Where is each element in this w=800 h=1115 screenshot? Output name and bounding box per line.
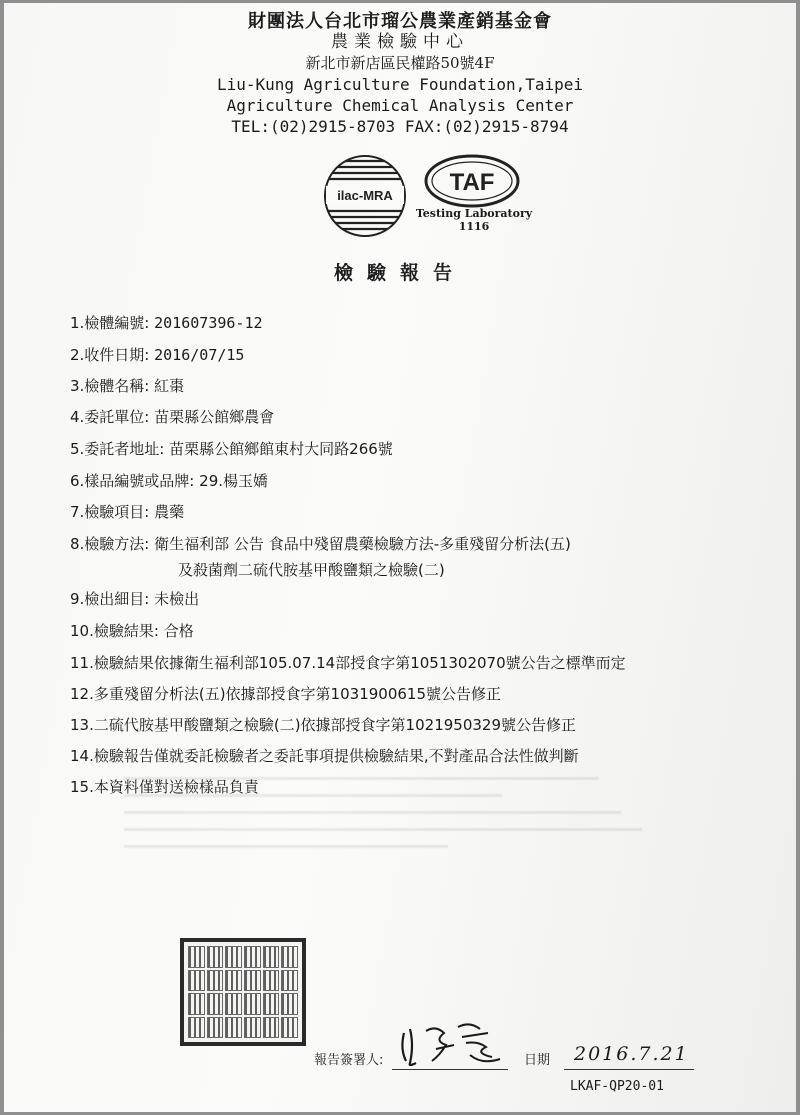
item-label: 4.委託單位: [70, 408, 150, 426]
item-detection-detail [70, 589, 199, 609]
item-sample-brand [70, 471, 268, 491]
letterhead [4, 11, 796, 137]
item-label: 7.檢驗項目: [70, 503, 150, 521]
item-receive-date [70, 345, 244, 365]
item-test-method [70, 534, 571, 554]
address-zh: 新北市新店區民權路50號4F [305, 54, 495, 72]
report-page [4, 3, 796, 1112]
center-name-en: Agriculture Chemical Analysis Center [226, 96, 574, 115]
org-name-zh: 財團法人台北市瑠公農業產銷基金會 [248, 11, 552, 32]
item-label: 1.檢體編號: [70, 314, 150, 332]
item-label: 10.檢驗結果: [70, 622, 159, 640]
taf-text: TAF [449, 169, 495, 196]
handwritten-signature [396, 1011, 516, 1071]
taf-logo [422, 153, 522, 213]
item-note-12: 12.多重殘留分析法(五)依據部授食字第1031900615號公告修正 [70, 685, 501, 703]
center-name-zh: 農業檢驗中心 [331, 32, 469, 52]
item-value: 未檢出 [154, 590, 200, 608]
item-value: 29.楊玉嬌 [199, 472, 269, 490]
taf-caption-block [404, 207, 544, 233]
item-note-15: 15.本資料僅對送檢樣品負責 [70, 778, 259, 796]
item-test-method-cont: 及殺菌劑二硫代胺基甲酸鹽類之檢驗(二) [178, 561, 445, 579]
item-value: 苗栗縣公館鄉館東村大同路266號 [169, 440, 393, 458]
item-value: 2016/07/15 [154, 346, 245, 364]
item-sample-id [70, 313, 263, 333]
item-label: 5.委託者地址: [70, 440, 165, 458]
item-label: 8.檢驗方法: [70, 535, 150, 553]
item-label: 3.檢體名稱: [70, 377, 150, 395]
item-label: 6.樣品編號或品牌: [70, 472, 195, 490]
item-label: 2.收件日期: [70, 346, 150, 364]
taf-caption: Testing Laboratory [415, 207, 533, 220]
signer-label: 報告簽署人: [314, 1053, 384, 1068]
item-value: 衛生福利部 公告 食品中殘留農藥檢驗方法-多重殘留分析法(五) [154, 535, 571, 553]
contact-info: TEL:(02)2915-8703 FAX:(02)2915-8794 [231, 117, 569, 136]
ilac-mra-logo [322, 153, 408, 239]
form-code: LKAF-QP20-01 [570, 1079, 664, 1094]
item-note-14: 14.檢驗報告僅就委託檢驗者之委託事項提供檢驗結果,不對產品合法性做判斷 [70, 747, 579, 765]
bleed-through-text [124, 763, 664, 893]
item-value: 農藥 [154, 503, 185, 521]
ilac-text: ilac-MRA [337, 188, 393, 203]
item-note-13: 13.二硫代胺基甲酸鹽類之檢驗(二)依據部授食字第1021950329號公告修正 [70, 716, 576, 734]
item-client-address [70, 439, 393, 459]
item-test-result [70, 621, 194, 641]
item-value: 紅棗 [154, 377, 185, 395]
date-label: 日期 [524, 1053, 551, 1068]
item-client [70, 407, 274, 427]
item-label: 9.檢出細目: [70, 590, 150, 608]
taf-number: 1116 [458, 220, 490, 233]
item-value: 201607396-12 [154, 314, 263, 332]
report-title: 檢驗報告 [333, 262, 466, 284]
org-name-en: Liu-Kung Agriculture Foundation,Taipei [216, 75, 584, 94]
date-line [564, 1069, 694, 1070]
date-value: 2016.7.21 [574, 1043, 689, 1065]
item-sample-name [70, 376, 184, 396]
official-seal-stamp [180, 938, 306, 1046]
item-note-11: 11.檢驗結果依據衛生福利部105.07.14部授食字第1051302070號公告之標準而定 [70, 654, 626, 672]
item-test-item [70, 502, 184, 522]
item-value: 合格 [163, 622, 194, 640]
item-value: 苗栗縣公館鄉農會 [154, 408, 275, 426]
signature-line [392, 1069, 508, 1070]
